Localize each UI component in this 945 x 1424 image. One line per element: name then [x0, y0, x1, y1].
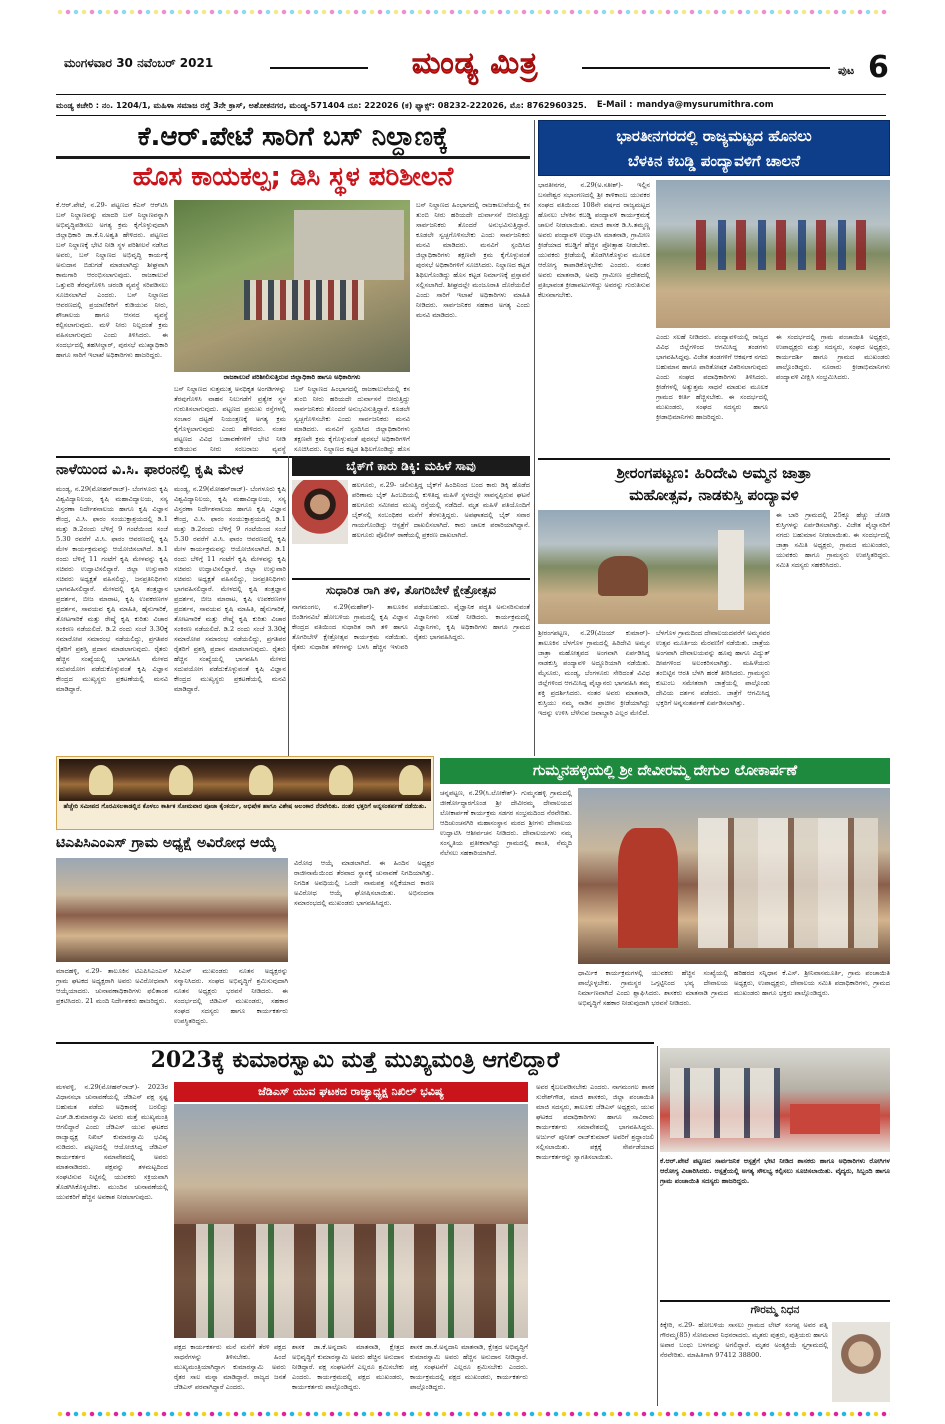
- issue-date: ಮಂಗಳವಾರ 30 ನವೆಂಬರ್ 2021: [64, 56, 214, 70]
- srirangapatna-headline-1: ಶ್ರೀರಂಗಪಟ್ಟಣ: ಹಿರಿದೇವಿ ಅಮ್ಮನ ಜಾತ್ರಾ: [616, 464, 812, 482]
- wrestlers: [598, 556, 648, 596]
- temple-photos: [59, 759, 431, 801]
- hdk-subhead: ಜೆಡಿಎಸ್ ಯುವ ಘಟಕದ ರಾಜ್ಯಾಧ್ಯಕ್ಷ ನಿಖಿಲ್ ಭವಿಷ್ಯ: [258, 1085, 444, 1098]
- deviramma-headline-box: [440, 758, 890, 784]
- ragi-story: [292, 578, 530, 756]
- deviramma-photo: [578, 788, 890, 964]
- bus-story-col1: ಕೆ.ಆರ್.ಪೇಟೆ, ನ.29- ಪಟ್ಟಣದ ಕೆಎಸ್ ಆರ್‌ಟಿಸಿ ಬಸ್ ನಿಲ್ದಾಣವನ್ನು ಮಾದರಿ ಬಸ್ ನಿಲ್ದಾಣವನ್ನಾಗಿ ಅಭಿವೃದ್ಧಿಪಡಿಸಲು ಅಗತ್ಯ ಕ್ರಮ ಕೈಗೊಳ್ಳುವುದಾಗಿ ಜಿಲ್ಲಾಧಿಕಾರಿ ಡಾ.ಕೆ.ನಿ.ಅಶ್ವತಿ ಹೇಳಿದರು. ಪಟ್ಟಣದ ಬಸ್ ನಿಲ್ದಾಣಕ್ಕೆ ಭೇಟಿ ನೀಡಿ ಸ್ಥಳ ಪರಿಶೀಲನೆ ನಡೆಸಿದ ಅವರು, ಬಸ್ ನಿಲ್ದಾಣದ ಅಭಿವೃದ್ಧಿ ಕಾರ್ಯಕ್ಕೆ ಅನುದಾನ ಬಿಡುಗಡೆ ಮಾಡಲಾಗಿದ್ದು ಶೀಘ್ರವಾಗಿ ಕಾಮಗಾರಿ ಆರಂಭಿಸಲಾಗುವುದು. ರಾಜಕಾಲುವೆ ಒತ್ತುವರಿ ತೆರವುಗೊಳಿಸಿ ಚರಂಡಿ ವ್ಯವಸ್ಥೆ ಸರಿಪಡಿಸಲು ಸೂಚಿಸಲಾಗಿದೆ ಎಂದರು. ಬಸ್ ನಿಲ್ದಾಣದ ಆವರಣದಲ್ಲಿ ಪ್ರಯಾಣಿಕರಿಗೆ ಕುಡಿಯುವ ನೀರು, ಶೌಚಾಲಯ ಹಾಗೂ ಆಸನದ ವ್ಯವಸ್ಥೆ ಕಲ್ಪಿಸಲಾಗುವುದು. ಮಳೆ ನೀರು ನಿಲ್ಲದಂತೆ ಕ್ರಮ ವಹಿಸಲಾಗುವುದು ಎಂದು ತಿಳಿಸಿದರು. ಈ ಸಂದರ್ಭದಲ್ಲಿ ತಹಸೀಲ್ದಾರ್, ಪುರಸಭೆ ಮುಖ್ಯಾಧಿಕಾರಿ ಹಾಗೂ ಸಾರಿಗೆ ಇಲಾಖೆ ಅಧಿಕಾರಿಗಳು ಹಾಜರಿದ್ದರು.: [56, 201, 168, 359]
- bus-story-col4: ಬಸ್ ನಿಲ್ದಾಣದ ಹಿಂಭಾಗದಲ್ಲಿ ರಾಜಕಾಲುವೆಯಲ್ಲಿ ಕಸ ತುಂಬಿ ನೀರು ಹರಿಯದೇ ದುರ್ವಾಸನೆ ಬೀರುತ್ತಿದ್ದು ಸಾರ್ವಜನಿಕರು ತೊಂದರೆ ಅನುಭವಿಸುತ್ತಿದ್ದಾರೆ. ಕೂಡಲೇ ಸ್ವಚ್ಛಗೊಳಿಸಬೇಕು ಎಂದು ಸಾರ್ವಜನಿಕರು ಮನವಿ ಮಾಡಿದರು. ಮನವಿಗೆ ಸ್ಪಂದಿಸಿದ ಜಿಲ್ಲಾಧಿಕಾರಿಗಳು ತಕ್ಷಣವೇ ಕ್ರಮ ಕೈಗೊಳ್ಳುವಂತೆ ಪುರಸಭೆ ಅಧಿಕಾರಿಗಳಿಗೆ ಸೂಚಿಸಿದರು. ನಿಲ್ದಾಣದ ಕಟ್ಟಡ ಶಿಥಿಲಗೊಂಡಿದ್ದು ಹೊಸ ಕಟ್ಟಡ ನಿರ್ಮಾಣಕ್ಕೆ ಪ್ರಸ್ತಾವನೆ ಸಲ್ಲಿಸಲಾಗಿದೆ. ಶೀಘ್ರದಲ್ಲೇ ಮಂಜೂರಾತಿ ದೊರೆಯಲಿದೆ ಎಂದು ಸಾರಿಗೆ ಇಲಾಖೆ ಅಧಿಕಾರಿಗಳು ಮಾಹಿತಿ ನೀಡಿದರು. ಸಾರ್ವಜನಿಕರ ಸಹಕಾರ ಅಗತ್ಯ ಎಂದು ಮನವಿ ಮಾಡಿದರು.: [416, 201, 530, 319]
- kabaddi-headline-1: ಭಾರತೀನಗರದಲ್ಲಿ ರಾಜ್ಯಮಟ್ಟದ ಹೊನಲು: [616, 127, 812, 145]
- hospital-story: [660, 1048, 890, 1298]
- deviramma-col3: ಹರಿಹರದ ಸನ್ನಿಧಾನ ಕೆ.ಎಸ್. ಶ್ರೀನಿವಾಸಮೂರ್ತಿ, ಗ್ರಾಮ ಪಂಚಾಯಿತಿ ಅಧ್ಯಕ್ಷರು, ಉಪಾಧ್ಯಕ್ಷರು, ದೇವಾಲಯ ಸಮಿತಿ ಪದಾಧಿಕಾರಿಗಳು, ಗ್ರಾಮದ ಮುಖಂಡರು ಹಾಗೂ ಭಕ್ತರು ಪಾಲ್ಗೊಂಡಿದ್ದರು.: [734, 969, 890, 997]
- column-rule: [288, 456, 289, 756]
- ragi-divider: [292, 578, 530, 580]
- tapcms-photo: [56, 858, 288, 962]
- dignitaries: [698, 818, 878, 948]
- visitors: [670, 1068, 780, 1138]
- headline-line-2: ಹೊಸ ಕಾಯಕಲ್ಪ; ಡಿಸಿ ಸ್ಥಳ ಪರಿಶೀಲನೆ: [132, 162, 454, 192]
- headline-line-1: ಕೆ.ಆರ್.ಪೇಟೆ ಸಾರಿಗೆ ಬಸ್ ನಿಲ್ದಾಣಕ್ಕೆ: [137, 122, 449, 152]
- srirangapatna-col-right: ಈ ಬಾರಿ ಗ್ರಾಮದಲ್ಲಿ 25ಕ್ಕೂ ಹೆಚ್ಚು ಜೋಡಿ ಕುಸ್ತಿಗಳನ್ನು ಏರ್ಪಡಿಸಲಾಗಿತ್ತು. ವಿಜೇತ ಪೈಲ್ವಾನರಿಗೆ ನಗದು ಬಹುಮಾನ ನೀಡಲಾಯಿತು. ಈ ಸಂದರ್ಭದಲ್ಲಿ ಜಾತ್ರಾ ಸಮಿತಿ ಅಧ್ಯಕ್ಷರು, ಗ್ರಾಮದ ಮುಖಂಡರು, ಯುವಕರು ಹಾಗೂ ಗ್ರಾಮಸ್ಥರು ಉಪಸ್ಥಿತರಿದ್ದರು. ಸಮಿತಿ ಸದಸ್ಯರು ಸಹಕರಿಸಿದರು.: [776, 511, 890, 569]
- spectator: [718, 530, 744, 610]
- people-group: [244, 280, 364, 320]
- temple-strip-caption: ಹೆಚ್ಚೇರಿ ಸಮೀಪದ ಗೊರವಿಸಲಕಾಡಲ್ಲಿನ ಕೊಳಲು ಕಾರ್ತಿಕ ಸೋಮವಾರ ಪೂಜಾ ಕೈಂಕರ್ಯ, ಅಭಿಷೇಕ ಹಾಗೂ ವಿಶೇಷ ಅಲಂಕಾರ ನೆರವೇರಿತು. ನಂತರ ಭಕ್ತರಿಗೆ ಅನ್ನಸಂತರ್ಪಣೆ ನಡೆಯಿತು.: [63, 803, 427, 810]
- kabaddi-photo: [656, 180, 890, 328]
- kabaddi-headline-box: [538, 120, 890, 176]
- kabaddi-col3: ಈ ಸಂದರ್ಭದಲ್ಲಿ ಗ್ರಾಮ ಪಂಚಾಯಿತಿ ಅಧ್ಯಕ್ಷರು, ಉಪಾಧ್ಯಕ್ಷರು ಮತ್ತು ಸದಸ್ಯರು, ಸಂಘದ ಅಧ್ಯಕ್ಷರು, ಕಾರ್ಯದರ್ಶಿ ಹಾಗೂ ಗ್ರಾಮದ ಮುಖಂಡರು ಪಾಲ್ಗೊಂಡಿದ್ದರು. ನೂರಾರು ಕ್ರೀಡಾಭಿಮಾನಿಗಳು ಪಂದ್ಯಾವಳಿ ವೀಕ್ಷಿಸಿ ಸಂಭ್ರಮಿಸಿದರು.: [776, 333, 890, 381]
- krishi-col1: ಮಂಡ್ಯ, ನ.29(ಮೋಹನ್‌ರಾಜ್)- ಬೆಂಗಳೂರು ಕೃಷಿ ವಿಶ್ವವಿದ್ಯಾನಿಲಯ, ಕೃಷಿ ಮಹಾವಿದ್ಯಾಲಯ, ಸಸ್ಯ ವಿಸ್ತರಣಾ ನಿರ್ದೇಶನಾಲಯ ಹಾಗೂ ಕೃಷಿ ವಿಜ್ಞಾನ ಕೇಂದ್ರ, ವಿ.ಸಿ. ಫಾರಂ ಸಂಯುಕ್ತಾಶ್ರಯದಲ್ಲಿ ಡಿ.1 ಮತ್ತು ಡಿ.2ರಂದು ಬೆಳಿಗ್ಗೆ 9 ಗಂಟೆಯಿಂದ ಸಂಜೆ 5.30 ರವರೆಗೆ ವಿ.ಸಿ. ಫಾರಂ ಆವರಣದಲ್ಲಿ ಕೃಷಿ ಮೇಳ ಕಾರ್ಯಕ್ರಮವನ್ನು ಆಯೋಜಿಸಲಾಗಿದೆ. ಡಿ.1 ರಂದು ಬೆಳಿಗ್ಗೆ 11 ಗಂಟೆಗೆ ಕೃಷಿ ಮೇಳವನ್ನು ಕೃಷಿ ಸಚಿವರು ಉದ್ಘಾಟಿಸಲಿದ್ದಾರೆ. ಜಿಲ್ಲಾ ಉಸ್ತುವಾರಿ ಸಚಿವರು ಅಧ್ಯಕ್ಷತೆ ವಹಿಸಲಿದ್ದು, ಜನಪ್ರತಿನಿಧಿಗಳು ಭಾಗವಹಿಸಲಿದ್ದಾರೆ. ಮೇಳದಲ್ಲಿ ಕೃಷಿ ತಂತ್ರಜ್ಞಾನ ಪ್ರದರ್ಶನ, ಬೀಜ ಮಾರಾಟ, ಕೃಷಿ ಉಪಕರಣಗಳ ಪ್ರದರ್ಶನ, ಸಾವಯವ ಕೃಷಿ ಮಾಹಿತಿ, ಹೈನುಗಾರಿಕೆ, ತೋಟಗಾರಿಕೆ ಮತ್ತು ರೇಷ್ಮೆ ಕೃಷಿ ಕುರಿತು ವಿಚಾರ ಸಂಕಿರಣ ನಡೆಯಲಿದೆ. ಡಿ.2 ರಂದು ಸಂಜೆ 3.30ಕ್ಕೆ ಸಮಾರೋಪ ಸಮಾರಂಭ ನಡೆಯಲಿದ್ದು, ಪ್ರಗತಿಪರ ರೈತರಿಗೆ ಪ್ರಶಸ್ತಿ ಪ್ರದಾನ ಮಾಡಲಾಗುವುದು. ರೈತರು ಹೆಚ್ಚಿನ ಸಂಖ್ಯೆಯಲ್ಲಿ ಭಾಗವಹಿಸಿ ಮೇಳದ ಸದುಪಯೋಗ ಪಡೆದುಕೊಳ್ಳುವಂತೆ ಕೃಷಿ ವಿಜ್ಞಾನ ಕೇಂದ್ರದ ಮುಖ್ಯಸ್ಥರು ಪ್ರಕಟಣೆಯಲ್ಲಿ ಮನವಿ ಮಾಡಿದ್ದಾರೆ.: [56, 485, 168, 693]
- hospital-caption: ಕೆ.ಆರ್.ಪೇಟೆ ಪಟ್ಟಣದ ಸಾರ್ವಜನಿಕ ಆಸ್ಪತ್ರೆಗೆ ಭೇಟಿ ನೀಡಿದ ಶಾಸಕರು ಹಾಗೂ ಅಧಿಕಾರಿಗಳು ರೋಗಿಗಳ ಆರೋಗ್ಯ ವಿಚಾರಿಸಿದರು. ಆಸ್ಪತ್ರೆಯಲ್ಲಿ ಅಗತ್ಯ ಸೌಲಭ್ಯ ಕಲ್ಪಿಸಲು ಸೂಚಿಸಲಾಯಿತು. ವೈದ್ಯರು, ಸಿಬ್ಬಂದಿ ಹಾಗೂ ಗ್ರಾಮ ಪಂಚಾಯಿತಿ ಸದಸ್ಯರು ಹಾಜರಿದ್ದರು.: [660, 1157, 890, 1185]
- hdk-col2: ಪಕ್ಷದ ಕಾರ್ಯಕರ್ತರು ಮನೆ ಮನೆಗೆ ತೆರಳಿ ಪಕ್ಷದ ಸಾಧನೆಗಳನ್ನು ತಿಳಿಸಬೇಕು. ಹಿಂದೆ ಮುಖ್ಯಮಂತ್ರಿಯಾಗಿದ್ದಾಗ ಕುಮಾರಸ್ವಾಮಿ ಅವರು ರೈತರ ಸಾಲ ಮನ್ನಾ ಮಾಡಿದ್ದಾರೆ. ರಾಜ್ಯದ ಜನತೆ ಜೆಡಿಎಸ್ ಪರವಾಗಿದ್ದಾರೆ ಎಂದರು.: [174, 1343, 286, 1391]
- hdk-col1: ಮಳವಳ್ಳಿ, ನ.29(ಮೋಹನ್‌ರಾಜ್)- 2023ರ ವಿಧಾನಸಭಾ ಚುನಾವಣೆಯಲ್ಲಿ ಜೆಡಿಎಸ್ ಪಕ್ಷ ಸ್ಪಷ್ಟ ಬಹುಮತ ಪಡೆದು ಅಧಿಕಾರಕ್ಕೆ ಬರಲಿದ್ದು ಎಚ್.ಡಿ.ಕುಮಾರಸ್ವಾಮಿ ಅವರು ಮತ್ತೆ ಮುಖ್ಯಮಂತ್ರಿ ಆಗಲಿದ್ದಾರೆ ಎಂದು ಜೆಡಿಎಸ್ ಯುವ ಘಟಕದ ರಾಜ್ಯಾಧ್ಯಕ್ಷ ನಿಖಿಲ್ ಕುಮಾರಸ್ವಾಮಿ ಭವಿಷ್ಯ ನುಡಿದರು. ಪಟ್ಟಣದಲ್ಲಿ ಆಯೋಜಿಸಿದ್ದ ಜೆಡಿಎಸ್ ಕಾರ್ಯಕರ್ತರ ಸಮಾವೇಶದಲ್ಲಿ ಅವರು ಮಾತನಾಡಿದರು. ಪಕ್ಷವನ್ನು ತಳಮಟ್ಟದಿಂದ ಸಂಘಟಿಸುವ ನಿಟ್ಟಿನಲ್ಲಿ ಯುವಕರು ಸಕ್ರಿಯವಾಗಿ ತೊಡಗಿಸಿಕೊಳ್ಳಬೇಕು. ಮುಂದಿನ ಚುನಾವಣೆಯಲ್ಲಿ ಯುವಕರಿಗೆ ಹೆಚ್ಚಿನ ಅವಕಾಶ ನೀಡಲಾಗುವುದು.: [56, 1083, 168, 1201]
- column-rule: [534, 120, 535, 756]
- obituary: [660, 1300, 890, 1406]
- deity-3: [249, 765, 273, 795]
- srirangapatna-col1: ಶ್ರೀರಂಗಪಟ್ಟಣ, ನ.29(ವಿಜಯ್ ಕುಮಾರ್)- ತಾಲೂಕಿನ ಬೆಳಗೊಳ ಗ್ರಾಮದಲ್ಲಿ ಹಿರಿದೇವಿ ಅಮ್ಮನ ಜಾತ್ರಾ ಮಹೋತ್ಸವದ ಅಂಗವಾಗಿ ಏರ್ಪಡಿಸಿದ್ದ ನಾಡಕುಸ್ತಿ ಪಂದ್ಯಾವಳಿ ಅದ್ದೂರಿಯಾಗಿ ನಡೆಯಿತು. ಮೈಸೂರು, ಮಂಡ್ಯ, ಬೆಂಗಳೂರು ಸೇರಿದಂತೆ ವಿವಿಧ ಜಿಲ್ಲೆಗಳಿಂದ ಆಗಮಿಸಿದ್ದ ಪೈಲ್ವಾನರು ಭಾಗವಹಿಸಿ ತಮ್ಮ ಶಕ್ತಿ ಪ್ರದರ್ಶಿಸಿದರು. ನಂತರ ಅವರು ಮಾತನಾಡಿ, ಕುಸ್ತಿಯು ನಮ್ಮ ನಾಡಿನ ಪ್ರಾಚೀನ ಕ್ರೀಡೆಯಾಗಿದ್ದು ಇದನ್ನು ಉಳಿಸಿ ಬೆಳೆಸುವ ಜವಾಬ್ದಾರಿ ಎಲ್ಲರ ಮೇಲಿದೆ.: [538, 629, 650, 717]
- tapcms-col1: ಮಾದಹಳ್ಳಿ, ನ.29- ತಾಲೂಕಿನ ಟಿಎಪಿಸಿಎಂಎಸ್ ಗ್ರಾಮ ಘಟಕದ ಅಧ್ಯಕ್ಷರಾಗಿ ಅವರು ಅವಿರೋಧವಾಗಿ ಆಯ್ಕೆಯಾದರು. ಚುನಾವಣಾಧಿಕಾರಿಗಳು ಫಲಿತಾಂಶ ಪ್ರಕಟಿಸಿದರು. 21 ಮಂದಿ ನಿರ್ದೇಶಕರು ಹಾಜರಿದ್ದರು.: [56, 967, 168, 1005]
- tapcms-col3: ವಿರೋಧ ಆಯ್ಕೆ ಮಾಡಲಾಗಿದೆ. ಈ ಹಿಂದಿನ ಅಧ್ಯಕ್ಷರ ರಾಜೀನಾಮೆಯಿಂದ ತೆರವಾದ ಸ್ಥಾನಕ್ಕೆ ಚುನಾವಣೆ ನಿಗದಿಯಾಗಿತ್ತು. ನಿಗದಿತ ಅವಧಿಯಲ್ಲಿ ಒಂದೇ ನಾಮಪತ್ರ ಸಲ್ಲಿಕೆಯಾದ ಕಾರಣ ಅವಿರೋಧ ಆಯ್ಕೆ ಘೋಷಿಸಲಾಯಿತು. ಅಭಿನಂದನಾ ಸಮಾರಂಭದಲ್ಲಿ ಮುಖಂಡರು ಭಾಗವಹಿಸಿದ್ದರು.: [294, 859, 434, 907]
- ragi-headline: ಸುಧಾರಿತ ರಾಗಿ ತಳಿ, ತೊಗರಿಬೇಳೆ ಕ್ಷೇತ್ರೋತ್ಸವ: [325, 583, 497, 597]
- wrestling-photo: [538, 510, 770, 624]
- page-label: ಪುಟ: [838, 64, 855, 77]
- masthead: [0, 0, 945, 120]
- masthead-rule-left: [270, 67, 368, 69]
- headline-underline: [56, 156, 530, 159]
- paper-title: ಮಂಡ್ಯ ಮಿತ್ರ: [411, 46, 539, 81]
- hdk-story: [56, 1042, 654, 1406]
- masthead-rule-right: [582, 67, 830, 69]
- bus-story-col3: ಬಸ್ ನಿಲ್ದಾಣದ ಹಿಂಭಾಗದಲ್ಲಿ ರಾಜಕಾಲುವೆಯಲ್ಲಿ ಕಸ ತುಂಬಿ ನೀರು ಹರಿಯದೇ ದುರ್ವಾಸನೆ ಬೀರುತ್ತಿದ್ದು ಸಾರ್ವಜನಿಕರು ತೊಂದರೆ ಅನುಭವಿಸುತ್ತಿದ್ದಾರೆ. ಕೂಡಲೇ ಸ್ವಚ್ಛಗೊಳಿಸಬೇಕು ಎಂದು ಸಾರ್ವಜನಿಕರು ಮನವಿ ಮಾಡಿದರು. ಮನವಿಗೆ ಸ್ಪಂದಿಸಿದ ಜಿಲ್ಲಾಧಿಕಾರಿಗಳು ತಕ್ಷಣವೇ ಕ್ರಮ ಕೈಗೊಳ್ಳುವಂತೆ ಪುರಸಭೆ ಅಧಿಕಾರಿಗಳಿಗೆ ಸೂಚಿಸಿದರು. ನಿಲ್ದಾಣದ ಕಟ್ಟಡ ಶಿಥಿಲಗೊಂಡಿದ್ದು ಹೊಸ: [294, 385, 410, 453]
- deviramma-col1: ಚನ್ನಪಟ್ಟಣ, ನ.29(ಸಿ.ಲೋಕೇಶ್)- ಗುಮ್ಮನಹಳ್ಳಿ ಗ್ರಾಮದಲ್ಲಿ ಜೀರ್ಣೋದ್ಧಾರಗೊಂಡ ಶ್ರೀ ದೇವೀರಮ್ಮ ದೇವಾಲಯದ ಲೋಕಾರ್ಪಣೆ ಕಾರ್ಯಕ್ರಮ ಸಡಗರ ಸಂಭ್ರಮದಿಂದ ನೆರವೇರಿತು. ಆದಿಚುಂಚನಗಿರಿ ಮಹಾಸಂಸ್ಥಾನ ಮಠದ ಶ್ರೀಗಳು ದೇವಾಲಯ ಉದ್ಘಾಟಿಸಿ ಆಶೀರ್ವಚನ ನೀಡಿದರು. ದೇವಾಲಯಗಳು ನಮ್ಮ ಸಂಸ್ಕೃತಿಯ ಪ್ರತೀಕವಾಗಿದ್ದು ಗ್ರಾಮದಲ್ಲಿ ಶಾಂತಿ, ನೆಮ್ಮದಿ ನೆಲೆಸಲು ಸಹಕಾರಿಯಾಗಿದೆ.: [440, 789, 572, 857]
- deity-1: [89, 765, 113, 795]
- deity-5: [399, 765, 423, 795]
- accident-headline: ಬೈಕ್‌ಗೆ ಕಾರು ಡಿಕ್ಕಿ: ಮಹಿಳೆ ಸಾವು: [346, 458, 476, 473]
- deviramma-story: [440, 756, 890, 1040]
- obituary-photo: [832, 1322, 890, 1402]
- obituary-divider: [660, 1300, 890, 1302]
- srirangapatna-headline-2: ಮಹೋತ್ಸವ, ನಾಡಕುಸ್ತಿ ಪಂದ್ಯಾವಳಿ: [629, 486, 799, 504]
- hdk-headline: 2023ಕ್ಕೆ ಕುಮಾರಸ್ವಾಮಿ ಮತ್ತೆ ಮುಖ್ಯಮಂತ್ರಿ ಆಗಲಿದ್ದಾರೆ: [150, 1047, 560, 1073]
- kabaddi-headline-2: ಬೆಳಕಿನ ಕಬಡ್ಡಿ ಪಂದ್ಯಾವಳಿಗೆ ಚಾಲನೆ: [627, 152, 801, 170]
- registration-marks-top: [56, 8, 890, 16]
- crowd-front: [174, 1224, 528, 1338]
- hdk-col4-bottom: ಶಾಸಕ ಡಾ.ಕೆ.ಅನ್ನದಾನಿ ಮಾತನಾಡಿ, ಕ್ಷೇತ್ರದ ಅಭಿವೃದ್ಧಿಗೆ ಕುಮಾರಸ್ವಾಮಿ ಅವರು ಹೆಚ್ಚಿನ ಅನುದಾನ ನೀಡಿದ್ದಾರೆ. ಪಕ್ಷ ಸಂಘಟನೆಗೆ ಎಲ್ಲರೂ ಶ್ರಮಿಸಬೇಕು ಎಂದರು. ಕಾರ್ಯಕ್ರಮದಲ್ಲಿ ಪಕ್ಷದ ಮುಖಂಡರು, ಕಾರ್ಯಕರ್ತರು ಪಾಲ್ಗೊಂಡಿದ್ದರು.: [410, 1343, 528, 1391]
- srirangapatna-divider: [538, 458, 890, 460]
- email-address: mandya@mysurumithra.com: [636, 100, 774, 110]
- rally-photo: [174, 1104, 528, 1338]
- column-rule: [657, 1046, 658, 1406]
- kabaddi-story: [538, 120, 890, 458]
- temple-strip: [56, 756, 434, 830]
- bus-photo-caption: ರಾಜಕಾಲುವೆ ಪರಿಶೀಲಿಸುತ್ತಿರುವ ಜಿಲ್ಲಾಧಿಕಾರಿ ಹಾಗೂ ಅಧಿಕಾರಿಗಳು: [223, 373, 361, 381]
- kabaddi-col1: ಭಾರತೀನಗರ, ನ.29(ಅ.ಸತೀಶ್)- ಇಲ್ಲಿನ ಬಸವೇಶ್ವರ ಸಭಾಂಗಣದಲ್ಲಿ ಶ್ರೀ ಕಾಳಿಕಾಂಬ ಯುವಕರ ಸಂಘದ ವತಿಯಿಂದ 108ನೇ ವರ್ಷದ ರಾಜ್ಯಮಟ್ಟದ ಹೊನಲು ಬೆಳಕಿನ ಕಬಡ್ಡಿ ಪಂದ್ಯಾವಳಿ ಕಾರ್ಯಕ್ರಮಕ್ಕೆ ಚಾಲನೆ ನೀಡಲಾಯಿತು. ಮಾಜಿ ಶಾಸಕ ಡಿ.ಸಿ.ತಮ್ಮಣ್ಣ ಅವರು ಪಂದ್ಯಾವಳಿ ಉದ್ಘಾಟಿಸಿ ಮಾತನಾಡಿ, ಗ್ರಾಮೀಣ ಕ್ರೀಡೆಯಾದ ಕಬಡ್ಡಿಗೆ ಹೆಚ್ಚಿನ ಪ್ರೋತ್ಸಾಹ ನೀಡಬೇಕು. ಯುವಕರು ಕ್ರೀಡೆಯಲ್ಲಿ ತೊಡಗಿಸಿಕೊಳ್ಳುವ ಮೂಲಕ ಆರೋಗ್ಯ ಕಾಪಾಡಿಕೊಳ್ಳಬೇಕು ಎಂದರು. ನಂತರ ಅವರು ಮಾತನಾಡಿ, ಅವಧಿ ಗ್ರಾಮೀಣ ಪ್ರದೇಶದಲ್ಲಿ ಪ್ರತಿಭಾವಂತ ಕ್ರೀಡಾಪಟುಗಳಿದ್ದು ಅವರನ್ನು ಗುರುತಿಸುವ ಕೆಲಸವಾಗಬೇಕು.: [538, 181, 650, 299]
- accident-headline-box: [292, 456, 530, 476]
- deviramma-col2: ಧಾರ್ಮಿಕ ಕಾರ್ಯಕ್ರಮಗಳಲ್ಲಿ ಯುವಕರು ಹೆಚ್ಚಿನ ಸಂಖ್ಯೆಯಲ್ಲಿ ಪಾಲ್ಗೊಳ್ಳಬೇಕು. ಗ್ರಾಮಸ್ಥರ ಒಗ್ಗಟ್ಟಿನಿಂದ ಭವ್ಯ ದೇವಾಲಯ ನಿರ್ಮಾಣವಾಗಿದೆ ಎಂದು ಶ್ಲಾಘಿಸಿದರು. ಶಾಸಕರು ಮಾತನಾಡಿ ಗ್ರಾಮದ ಅಭಿವೃದ್ಧಿಗೆ ಸಹಕಾರ ನೀಡುವುದಾಗಿ ಭರವಸೆ ನೀಡಿದರು.: [578, 969, 728, 1007]
- deity-2: [169, 765, 193, 795]
- building-shape: [294, 210, 404, 280]
- srirangapatna-col2: ಬೆಳಗೊಳ ಗ್ರಾಮದಿಂದ ದೇವಾಲಯದವರೆಗೆ ಅಮ್ಮನವರ ಉತ್ಸವ ಮೂರ್ತಿಯ ಮೆರವಣಿಗೆ ನಡೆಯಿತು. ಜಾತ್ರೆಯ ಅಂಗವಾಗಿ ದೇವಾಲಯವನ್ನು ಹೂವು ಹಾಗೂ ವಿದ್ಯುತ್ ದೀಪಗಳಿಂದ ಅಲಂಕರಿಸಲಾಗಿತ್ತು. ಮಹಿಳೆಯರು ತಂಬಿಟ್ಟಿನ ಆರತಿ ಬೆಳಗಿ ಹರಕೆ ತೀರಿಸಿದರು. ಗ್ರಾಮಸ್ಥರು ಕುಟುಂಬ ಸಮೇತರಾಗಿ ಜಾತ್ರೆಯಲ್ಲಿ ಪಾಲ್ಗೊಂಡು ದೇವಿಯ ದರ್ಶನ ಪಡೆದರು. ಜಾತ್ರೆಗೆ ಆಗಮಿಸಿದ್ದ ಭಕ್ತರಿಗೆ ಅನ್ನಸಂತರ್ಪಣೆ ಏರ್ಪಡಿಸಲಾಗಿತ್ತು.: [656, 629, 770, 707]
- bus-stand-photo: [174, 200, 410, 372]
- obituary-text: ಕಿಕ್ಕೇರಿ, ನ.29- ಹೋಬಳಿಯ ಸಾಸಲು ಗ್ರಾಮದ ಲೇಟ್ ಸಂಗಪ್ಪ ಅವರ ಪತ್ನಿ ಗೌರಮ್ಮ(85) ಸೋಮವಾರ ನಿಧನರಾದರು. ಮೃತರು ಪುತ್ರರು, ಪುತ್ರಿಯರು ಹಾಗೂ ಅಪಾರ ಬಂಧು ಬಳಗವನ್ನು ಅಗಲಿದ್ದಾರೆ. ಮೃತರ ಅಂತ್ಯಕ್ರಿಯೆ ಸ್ವಗ್ರಾಮದಲ್ಲಿ ನೆರವೇರಿತು. ಮಾಹಿತಿಗಾಗಿ 97412 38800.: [660, 1321, 828, 1359]
- page-number: 6: [868, 50, 889, 85]
- bed: [790, 1104, 880, 1134]
- ragi-text: ನಾಗಮಂಗಲ, ನ.29(ಮಹೇಶ್)- ತಾಲೂಕಿನ ಬಿಂಡಿಗನವಿಲೆ ಹೋಬಳಿಯ ಗ್ರಾಮದಲ್ಲಿ ಕೃಷಿ ವಿಜ್ಞಾನ ಕೇಂದ್ರದ ವತಿಯಿಂದ ಸುಧಾರಿತ ರಾಗಿ ತಳಿ ಹಾಗೂ ತೊಗರಿಬೇಳೆ ಕ್ಷೇತ್ರೋತ್ಸವ ಕಾರ್ಯಕ್ರಮ ನಡೆಯಿತು. ರೈತರು ಸುಧಾರಿತ ತಳಿಗಳನ್ನು ಬಳಸಿ ಹೆಚ್ಚಿನ ಇಳುವರಿ ಪಡೆಯಬಹುದು. ವೈಜ್ಞಾನಿಕ ಪದ್ಧತಿ ಅನುಸರಿಸುವಂತೆ ವಿಜ್ಞಾನಿಗಳು ಸಲಹೆ ನೀಡಿದರು. ಕಾರ್ಯಕ್ರಮದಲ್ಲಿ ವಿಜ್ಞಾನಿಗಳು, ಕೃಷಿ ಅಧಿಕಾರಿಗಳು ಹಾಗೂ ಗ್ರಾಮದ ರೈತರು ಭಾಗವಹಿಸಿದ್ದರು.: [292, 603, 530, 651]
- krishi-headline: ನಾಳೆಯಿಂದ ವಿ.ಸಿ. ಫಾರಂನಲ್ಲಿ ಕೃಷಿ ಮೇಳ: [56, 462, 244, 478]
- victim-photo: [292, 480, 348, 544]
- hdk-col5: ಅವರ ಕೈಬಲಪಡಿಸಬೇಕು ಎಂದರು. ನಾಗಮಂಗಲ ಶಾಸಕ ಸುರೇಶ್‌ಗೌಡ, ಮಾಜಿ ಶಾಸಕರು, ಜಿಲ್ಲಾ ಪಂಚಾಯಿತಿ ಮಾಜಿ ಸದಸ್ಯರು, ತಾಲೂಕು ಜೆಡಿಎಸ್ ಅಧ್ಯಕ್ಷರು, ಯುವ ಘಟಕದ ಪದಾಧಿಕಾರಿಗಳು ಹಾಗೂ ಸಾವಿರಾರು ಕಾರ್ಯಕರ್ತರು ಸಮಾವೇಶದಲ್ಲಿ ಭಾಗವಹಿಸಿದ್ದರು. ಅರ್ಜುನ್ ಪುನೀತ್ ರಾಜ್‌ಕುಮಾರ್ ಅವರಿಗೆ ಶ್ರದ್ಧಾಂಜಲಿ ಸಲ್ಲಿಸಲಾಯಿತು. ಪಕ್ಷಕ್ಕೆ ಸೇರ್ಪಡೆಯಾದ ಕಾರ್ಯಕರ್ತರನ್ನು ಸ್ವಾಗತಿಸಲಾಯಿತು.: [536, 1083, 654, 1161]
- krishi-col2: ಮಂಡ್ಯ, ನ.29(ಮೋಹನ್‌ರಾಜ್)- ಬೆಂಗಳೂರು ಕೃಷಿ ವಿಶ್ವವಿದ್ಯಾನಿಲಯ, ಕೃಷಿ ಮಹಾವಿದ್ಯಾಲಯ, ಸಸ್ಯ ವಿಸ್ತರಣಾ ನಿರ್ದೇಶನಾಲಯ ಹಾಗೂ ಕೃಷಿ ವಿಜ್ಞಾನ ಕೇಂದ್ರ, ವಿ.ಸಿ. ಫಾರಂ ಸಂಯುಕ್ತಾಶ್ರಯದಲ್ಲಿ ಡಿ.1 ಮತ್ತು ಡಿ.2ರಂದು ಬೆಳಿಗ್ಗೆ 9 ಗಂಟೆಯಿಂದ ಸಂಜೆ 5.30 ರವರೆಗೆ ವಿ.ಸಿ. ಫಾರಂ ಆವರಣದಲ್ಲಿ ಕೃಷಿ ಮೇಳ ಕಾರ್ಯಕ್ರಮವನ್ನು ಆಯೋಜಿಸಲಾಗಿದೆ. ಡಿ.1 ರಂದು ಬೆಳಿಗ್ಗೆ 11 ಗಂಟೆಗೆ ಕೃಷಿ ಮೇಳವನ್ನು ಕೃಷಿ ಸಚಿವರು ಉದ್ಘಾಟಿಸಲಿದ್ದಾರೆ. ಜಿಲ್ಲಾ ಉಸ್ತುವಾರಿ ಸಚಿವರು ಅಧ್ಯಕ್ಷತೆ ವಹಿಸಲಿದ್ದು, ಜನಪ್ರತಿನಿಧಿಗಳು ಭಾಗವಹಿಸಲಿದ್ದಾರೆ. ಮೇಳದಲ್ಲಿ ಕೃಷಿ ತಂತ್ರಜ್ಞಾನ ಪ್ರದರ್ಶನ, ಬೀಜ ಮಾರಾಟ, ಕೃಷಿ ಉಪಕರಣಗಳ ಪ್ರದರ್ಶನ, ಸಾವಯವ ಕೃಷಿ ಮಾಹಿತಿ, ಹೈನುಗಾರಿಕೆ, ತೋಟಗಾರಿಕೆ ಮತ್ತು ರೇಷ್ಮೆ ಕೃಷಿ ಕುರಿತು ವಿಚಾರ ಸಂಕಿರಣ ನಡೆಯಲಿದೆ. ಡಿ.2 ರಂದು ಸಂಜೆ 3.30ಕ್ಕೆ ಸಮಾರೋಪ ಸಮಾರಂಭ ನಡೆಯಲಿದ್ದು, ಪ್ರಗತಿಪರ ರೈತರಿಗೆ ಪ್ರಶಸ್ತಿ ಪ್ರದಾನ ಮಾಡಲಾಗುವುದು. ರೈತರು ಹೆಚ್ಚಿನ ಸಂಖ್ಯೆಯಲ್ಲಿ ಭಾಗವಹಿಸಿ ಮೇಳದ ಸದುಪಯೋಗ ಪಡೆದುಕೊಳ್ಳುವಂತೆ ಕೃಷಿ ವಿಜ್ಞಾನ ಕೇಂದ್ರದ ಮುಖ್ಯಸ್ಥರು ಪ್ರಕಟಣೆಯಲ್ಲಿ ಮನವಿ ಮಾಡಿದ್ದಾರೆ.: [174, 485, 286, 693]
- players: [696, 220, 866, 270]
- hdk-subhead-box: [174, 1082, 528, 1102]
- bus-stand-story: [56, 120, 530, 455]
- hdk-col3: ಶಾಸಕ ಡಾ.ಕೆ.ಅನ್ನದಾನಿ ಮಾತನಾಡಿ, ಕ್ಷೇತ್ರದ ಅಭಿವೃದ್ಧಿಗೆ ಕುಮಾರಸ್ವಾಮಿ ಅವರು ಹೆಚ್ಚಿನ ಅನುದಾನ ನೀಡಿದ್ದಾರೆ. ಪಕ್ಷ ಸಂಘಟನೆಗೆ ಎಲ್ಲರೂ ಶ್ರಮಿಸಬೇಕು ಎಂದರು. ಕಾರ್ಯಕ್ರಮದಲ್ಲಿ ಪಕ್ಷದ ಮುಖಂಡರು, ಕಾರ್ಯಕರ್ತರು ಪಾಲ್ಗೊಂಡಿದ್ದರು.: [292, 1343, 404, 1391]
- srirangapatna-story: [538, 458, 890, 756]
- office-address: ಮಂಡ್ಯ ಕಚೇರಿ : ನಂ. 1204/1, ಮಹಿಳಾ ಸಮಾಜ ರಸ್ತೆ 3ನೇ ಕ್ರಾಸ್, ಅಶೋಕನಗರ, ಮಂಡ್ಯ-571404 ದೂ: 222026 (ಕ) ಫ್ಯಾಕ್ಸ್: 08232-222026, ಮೊ: 8762960325.: [56, 99, 587, 110]
- deity-4: [329, 765, 353, 795]
- accident-story: [292, 456, 530, 578]
- tapcms-col2: ಸಿಪಿಎಸ್ ಮುಖಂಡರು ನೂತನ ಅಧ್ಯಕ್ಷರನ್ನು ಸನ್ಮಾನಿಸಿದರು. ಸಂಘದ ಅಭಿವೃದ್ಧಿಗೆ ಶ್ರಮಿಸುವುದಾಗಿ ನೂತನ ಅಧ್ಯಕ್ಷರು ಭರವಸೆ ನೀಡಿದರು. ಈ ಸಂದರ್ಭದಲ್ಲಿ ಜಿಡಿಎಸ್ ಮುಖಂಡರು, ಸಹಕಾರ ಸಂಘದ ಸದಸ್ಯರು ಹಾಗೂ ಕಾರ್ಯಕರ್ತರು ಉಪಸ್ಥಿತರಿದ್ದರು.: [174, 967, 288, 1025]
- deviramma-headline: ಗುಮ್ಮನಹಳ್ಳಿಯಲ್ಲಿ ಶ್ರೀ ದೇವೀರಮ್ಮ ದೇಗುಲ ಲೋಕಾರ್ಪಣೆ: [532, 763, 798, 779]
- kabaddi-col2: ಎಂದು ಸಲಹೆ ನೀಡಿದರು. ಪಂದ್ಯಾವಳಿಯಲ್ಲಿ ರಾಜ್ಯದ ವಿವಿಧ ಜಿಲ್ಲೆಗಳಿಂದ ಆಗಮಿಸಿದ್ದ ತಂಡಗಳು ಭಾಗವಹಿಸಿದ್ದವು. ವಿಜೇತ ತಂಡಗಳಿಗೆ ಆಕರ್ಷಕ ನಗದು ಬಹುಮಾನ ಹಾಗೂ ಪಾರಿತೋಷಕ ವಿತರಿಸಲಾಗುವುದು ಎಂದು ಸಂಘದ ಪದಾಧಿಕಾರಿಗಳು ತಿಳಿಸಿದರು. ಕ್ರೀಡೆಗಳಲ್ಲಿ ಅತ್ಯುತ್ತಮ ಸಾಧನೆ ಮಾಡುವ ಮೂಲಕ ಗ್ರಾಮದ ಕೀರ್ತಿ ಹೆಚ್ಚಿಸಬೇಕು. ಈ ಸಂದರ್ಭದಲ್ಲಿ ಮುಖಂಡರು, ಸಂಘದ ಸದಸ್ಯರು ಹಾಗೂ ಕ್ರೀಡಾಭಿಮಾನಿಗಳು ಹಾಜರಿದ್ದರು.: [656, 333, 768, 421]
- bus-story-col2: ಬಸ್ ನಿಲ್ದಾಣದ ಸುತ್ತಮುತ್ತ ಅನಧಿಕೃತ ಅಂಗಡಿಗಳನ್ನು ತೆರವುಗೊಳಿಸಿ ವಾಹನ ನಿಲುಗಡೆಗೆ ಪ್ರತ್ಯೇಕ ಸ್ಥಳ ಗುರುತಿಸಲಾಗುವುದು. ಪಟ್ಟಣದ ಪ್ರಮುಖ ರಸ್ತೆಗಳಲ್ಲಿ ಸಂಚಾರ ದಟ್ಟಣೆ ನಿಯಂತ್ರಣಕ್ಕೆ ಅಗತ್ಯ ಕ್ರಮ ಕೈಗೊಳ್ಳಲಾಗುವುದು ಎಂದು ಹೇಳಿದರು. ನಂತರ ಪಟ್ಟಣದ ವಿವಿಧ ಬಡಾವಣೆಗಳಿಗೆ ಭೇಟಿ ನೀಡಿ ಕುಡಿಯುವ ನೀರು ಸರಬರಾಜು ವ್ಯವಸ್ಥೆ: [174, 385, 286, 453]
- address-bar: [56, 94, 886, 116]
- tapcms-headline: ಟಿಎಪಿಸಿಎಂಎಸ್ ಗ್ರಾಮ ಅಧ್ಯಕ್ಷೆ ಅವಿರೋಧ ಆಯ್ಕೆ: [56, 835, 277, 851]
- tapcms-story: [56, 832, 434, 1040]
- hospital-photo: [660, 1048, 890, 1152]
- email-label: E-Mail :: [596, 100, 633, 110]
- accident-text: ಹಲಗೂರು, ನ.29- ಚಲಿಸುತ್ತಿದ್ದ ಬೈಕ್‌ಗೆ ಹಿಂದಿನಿಂದ ಬಂದ ಕಾರು ಡಿಕ್ಕಿ ಹೊಡೆದ ಪರಿಣಾಮ ಬೈಕ್ ಹಿಂಬದಿಯಲ್ಲಿ ಕುಳಿತಿದ್ದ ಮಹಿಳೆ ಸ್ಥಳದಲ್ಲೇ ಸಾವನ್ನಪ್ಪಿರುವ ಘಟನೆ ಹಲಗೂರು ಸಮೀಪದ ಮುಖ್ಯ ರಸ್ತೆಯಲ್ಲಿ ನಡೆದಿದೆ. ಮೃತ ಮಹಿಳೆ ಪತಿಯೊಂದಿಗೆ ಬೈಕ್‌ನಲ್ಲಿ ಸಂಬಂಧಿಕರ ಮನೆಗೆ ತೆರಳುತ್ತಿದ್ದರು. ಅಪಘಾತದಲ್ಲಿ ಬೈಕ್ ಸವಾರ ಗಾಯಗೊಂಡಿದ್ದು ಆಸ್ಪತ್ರೆಗೆ ದಾಖಲಿಸಲಾಗಿದೆ. ಕಾರು ಚಾಲಕ ಪರಾರಿಯಾಗಿದ್ದಾನೆ. ಹಲಗೂರು ಪೊಲೀಸ್ ಠಾಣೆಯಲ್ಲಿ ಪ್ರಕರಣ ದಾಖಲಾಗಿದೆ.: [352, 481, 530, 539]
- registration-marks-bottom: [56, 1410, 890, 1418]
- priest: [618, 828, 678, 948]
- obituary-headline: ಗೌರಮ್ಮ ನಿಧನ: [750, 1304, 800, 1316]
